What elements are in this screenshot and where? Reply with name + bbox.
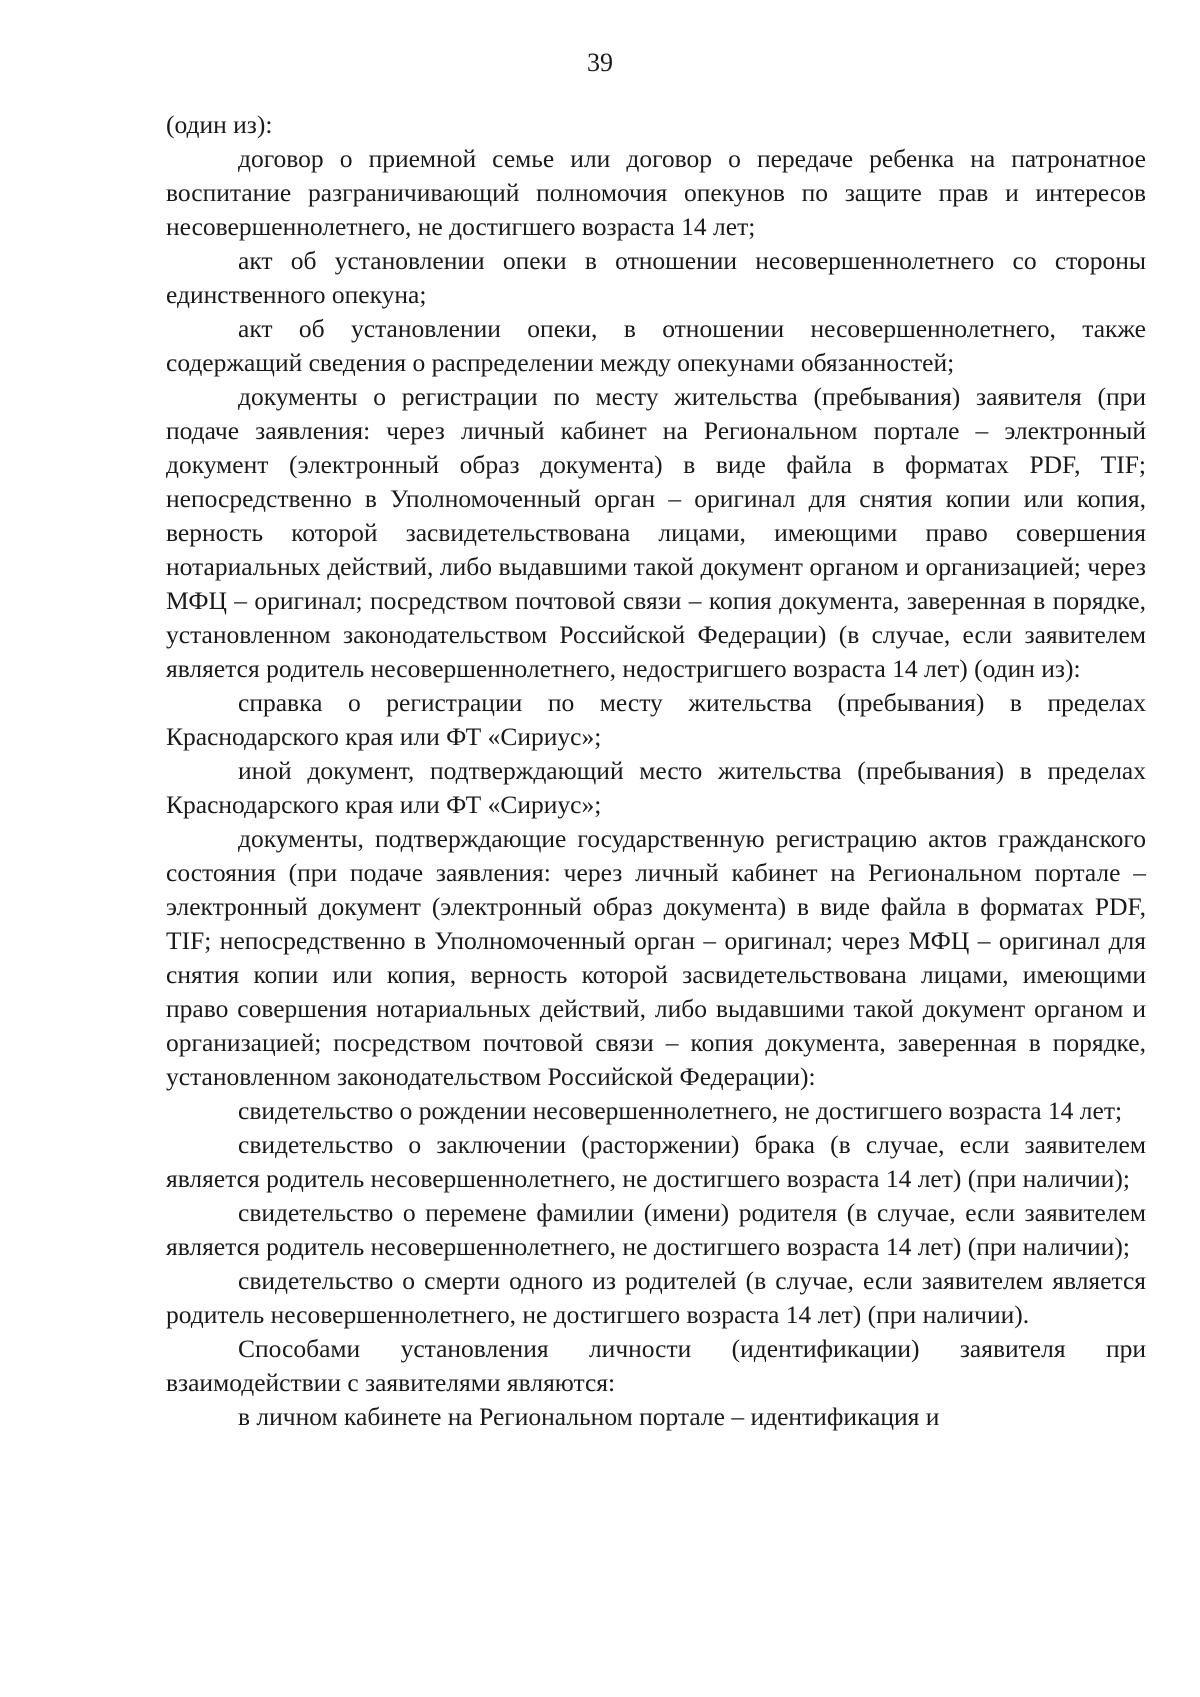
paragraph-foster-family-agreement: договор о приемной семье или договор о передаче ребенка на патронатное воспитание разграничивающий полномочия опекунов по защите прав и интересов несовершеннолетнего, не достигшего возраста 14 лет; xyxy=(166,144,1146,241)
paragraph-civil-status-documents: документы, подтверждающие государственную регистрацию актов гражданского состояния (при подаче заявления: через личный кабинет на Региональном портале – электронный документ (электронный образ документа) в виде файла в форматах PDF, TIF; непосредственно в Уполномоченный орган – оригинал; через МФЦ – оригинал для снятия копии или копия, верность которой засвидетельствована лицами, имеющими право совершения нотариальных действий, либо выдавшими такой документ органом и организацией; посредством почтовой связи – копия документа, заверенная в порядке, установленном законодательством Российской Федерации): xyxy=(166,824,1146,1091)
paragraph-guardianship-duties-act: акт об установлении опеки, в отношении несовершеннолетнего, также содержащий сведения о распределении между опекунами обязанностей; xyxy=(166,314,1146,377)
paragraph-other-residence-document: иной документ, подтверждающий место жительства (пребывания) в пределах Краснодарского края или ФТ «Сириус»; xyxy=(166,756,1146,819)
paragraph-registration-certificate: справка о регистрации по месту жительства (пребывания) в пределах Краснодарского края или ФТ «Сириус»; xyxy=(166,688,1146,751)
page-number: 39 xyxy=(587,48,613,77)
paragraph-name-change-certificate: свидетельство о перемене фамилии (имени) родителя (в случае, если заявителем является родитель несовершеннолетнего, не достигшего возраста 14 лет) (при наличии); xyxy=(166,1198,1146,1261)
paragraph-continuation: (один из): xyxy=(166,110,273,139)
paragraph-birth-certificate: свидетельство о рождении несовершеннолетнего, не достигшего возраста 14 лет; xyxy=(238,1096,1123,1125)
paragraph-sole-guardian-act: акт об установлении опеки в отношении несовершеннолетнего со стороны единственного опекуна; xyxy=(166,246,1146,309)
paragraph-personal-account-identification: в личном кабинете на Региональном портале – идентификация и xyxy=(238,1402,940,1431)
paragraph-identification-methods: Способами установления личности (идентификации) заявителя при взаимодействии с заявителями являются: xyxy=(166,1334,1146,1397)
paragraph-marriage-certificate: свидетельство о заключении (расторжении) брака (в случае, если заявителем является родитель несовершеннолетнего, не достигшего возраста 14 лет) (при наличии); xyxy=(166,1130,1146,1193)
document-body xyxy=(166,108,1146,1434)
paragraph-residence-documents: документы о регистрации по месту жительства (пребывания) заявителя (при подаче заявления: через личный кабинет на Региональном портале – электронный документ (электронный образ документа) в виде файла в форматах PDF, TIF; непосредственно в Уполномоченный орган – оригинал для снятия копии или копия, верность которой засвидетельствована лицами, имеющими право совершения нотариальных действий, либо выдавшими такой документ органом и организацией; через МФЦ – оригинал; посредством почтовой связи – копия документа, заверенная в порядке, установленном законодательством Российской Федерации) (в случае, если заявителем является родитель несовершеннолетнего, недостригшего возраста 14 лет) (один из): xyxy=(166,382,1146,683)
paragraph-death-certificate: свидетельство о смерти одного из родителей (в случае, если заявителем является родитель несовершеннолетнего, не достигшего возраста 14 лет) (при наличии). xyxy=(166,1266,1146,1329)
